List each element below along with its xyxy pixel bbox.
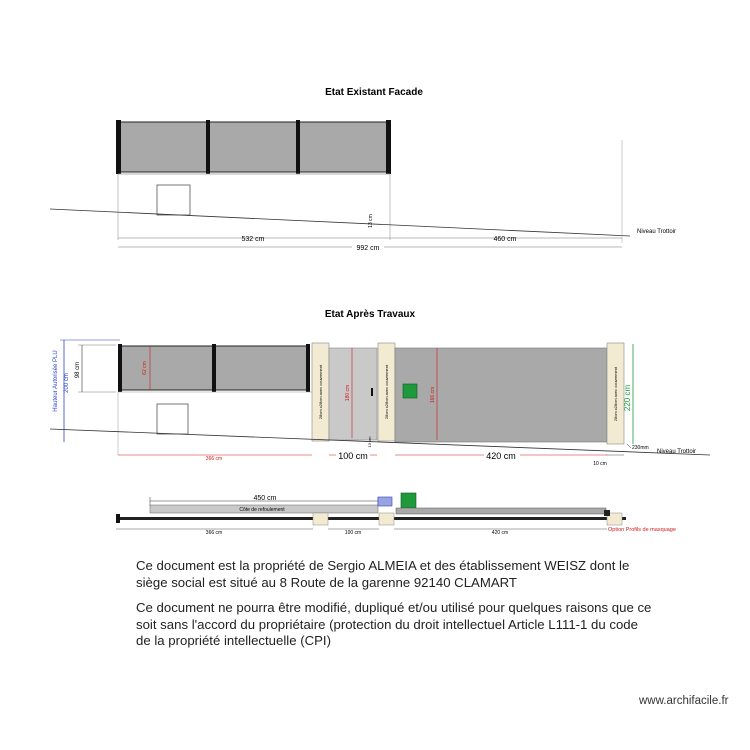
plan-pillar-1 bbox=[313, 513, 328, 525]
plan-dim-mid: 100 cm bbox=[344, 530, 362, 536]
existing-ground-label: Niveau Trottoir bbox=[637, 229, 677, 235]
existing-door bbox=[157, 185, 190, 215]
plan-dim-left: 366 cm bbox=[205, 530, 223, 536]
after-panel-2 bbox=[214, 346, 308, 390]
existing-dim-left: 532 cm bbox=[241, 236, 265, 243]
plan-wall-line bbox=[116, 517, 626, 520]
gate-handle bbox=[371, 388, 373, 396]
existing-title: Etat Existant Facade bbox=[325, 87, 423, 98]
after-door bbox=[157, 404, 188, 434]
after-works-facade bbox=[50, 309, 710, 467]
existing-post-2 bbox=[206, 120, 210, 174]
ownership-notice: Ce document est la propriété de Sergio ALMEIA et des établissement WEISZ dont le siège social est situé au 8 Route de la garenne 92140 CLAMART bbox=[136, 558, 630, 590]
existing-ground-line bbox=[50, 209, 630, 236]
pillar-3-label: 28cm x28cm avec couvrement bbox=[613, 366, 618, 422]
pillar-2-label: 28cm x28cm avec couvrement bbox=[384, 364, 389, 420]
watermark: www.archifacile.fr bbox=[639, 695, 729, 707]
plu-label: Hauteur Autorisée PLU bbox=[53, 350, 59, 412]
main-gate bbox=[395, 348, 607, 442]
dim-w-post: 10 cm bbox=[593, 461, 607, 467]
after-panel-1 bbox=[120, 346, 214, 390]
plan-view bbox=[116, 493, 676, 536]
dim-h2: 62 cm bbox=[142, 361, 148, 375]
existing-panel-3 bbox=[298, 122, 388, 172]
dim-h1: 98 cm bbox=[75, 361, 81, 379]
dim-h3: 180 cm bbox=[345, 384, 351, 402]
after-ground-label: Niveau Trottoir bbox=[657, 449, 697, 455]
existing-facade bbox=[50, 87, 676, 252]
existing-dim-total: 992 cm bbox=[356, 245, 380, 252]
plan-pillar-2 bbox=[379, 513, 394, 525]
intercom-box bbox=[403, 384, 417, 398]
existing-dim-small: 13 cm bbox=[368, 214, 374, 228]
dim-height-right: 220 cm bbox=[623, 384, 632, 412]
existing-post-1 bbox=[116, 120, 121, 174]
plan-option-label: Option Profils de masquage bbox=[608, 527, 676, 533]
existing-post-3 bbox=[296, 120, 300, 174]
existing-dim-right: 460 cm bbox=[493, 236, 517, 243]
existing-post-4 bbox=[386, 120, 391, 174]
pillar-1-label: 28cm x28cm avec couvrement bbox=[318, 364, 323, 420]
existing-panel-2 bbox=[208, 122, 298, 172]
dim-after-small: 13 cm bbox=[367, 436, 372, 448]
dim-w-mid: 100 cm bbox=[338, 451, 368, 461]
dim-step: 230mm bbox=[632, 445, 649, 451]
plan-intercom bbox=[401, 493, 416, 508]
after-title: Etat Après Travaux bbox=[324, 309, 416, 320]
plan-dim-top: 450 cm bbox=[253, 495, 277, 502]
plu-value: 200 cm bbox=[64, 373, 70, 393]
pedestrian-gate bbox=[329, 348, 377, 440]
plan-dim-right: 420 cm bbox=[491, 530, 509, 536]
dim-w-right: 420 cm bbox=[486, 451, 516, 461]
plan-motor-blue bbox=[378, 497, 392, 506]
existing-panel-1 bbox=[118, 122, 208, 172]
dim-w-left: 366 cm bbox=[205, 456, 223, 462]
dim-h4: 166 cm bbox=[430, 386, 436, 404]
plan-rail-label: Côte de refoulement bbox=[239, 507, 285, 513]
copyright-notice: Ce document ne pourra être modifié, dupliqué et/ou utilisé pour quelques raisons que ce soit sans l'accord du propriétaire (protection du droit intellectuel Article L111-1 du code de la propriété intellectuelle (CPI) bbox=[136, 600, 652, 648]
